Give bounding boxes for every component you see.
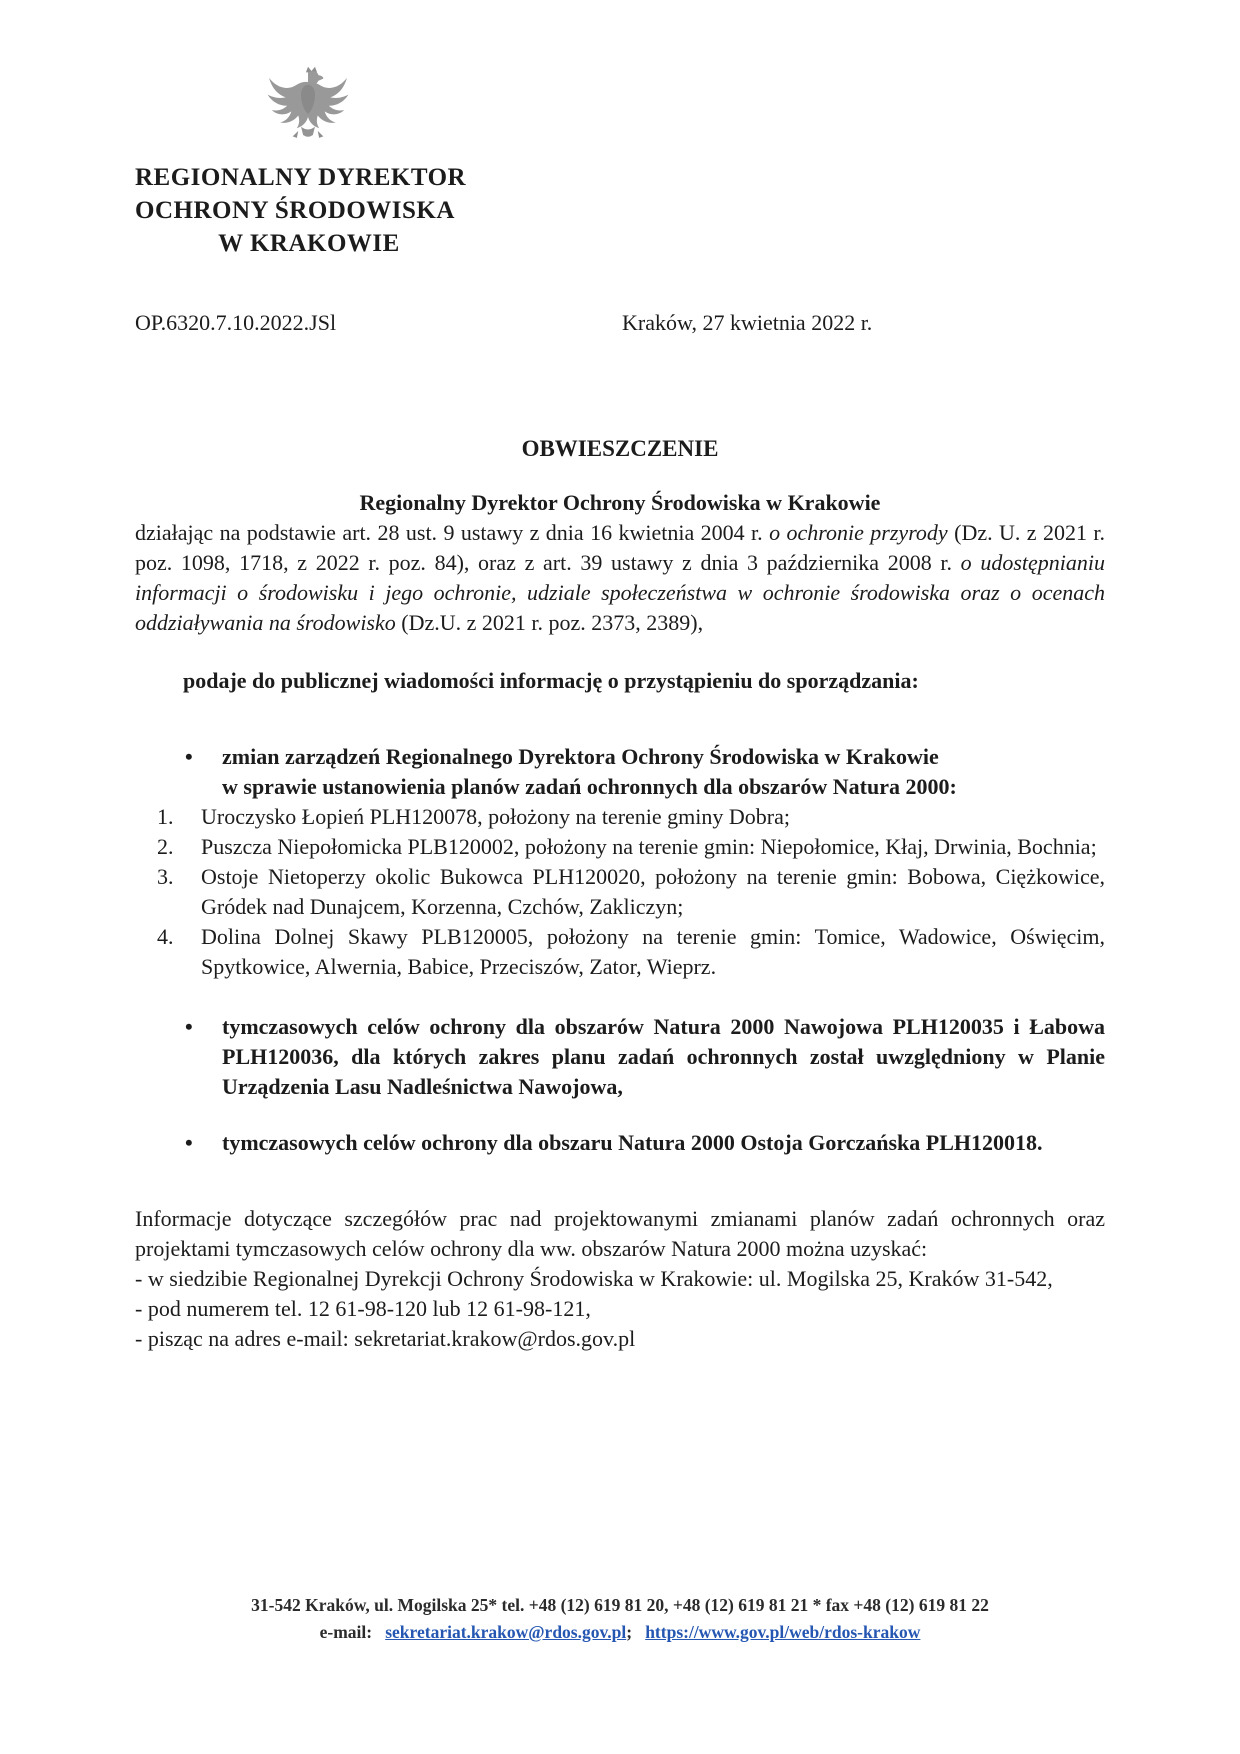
- letterhead-line2: OCHRONY ŚRODOWISKA: [135, 197, 455, 224]
- item-number: 2.: [157, 834, 174, 859]
- numbered-item-3: [135, 862, 1105, 922]
- bullet-marker: •: [185, 744, 193, 769]
- bullet-marker: •: [185, 1130, 193, 1155]
- place-and-date: Kraków, 27 kwietnia 2022 r.: [622, 310, 873, 335]
- document-title: OBWIESZCZENIE: [521, 436, 719, 461]
- page-footer: [0, 1592, 1240, 1646]
- reference-row: [135, 310, 1105, 336]
- bullet-item-temporary-goals-1: [135, 1012, 1105, 1102]
- information-paragraph: Informacje dotyczące szczegółów prac nad projektowanymi zmianami planów zadań ochronnych oraz projektami tymczasowych celów ochrony dla ww. obszarów Natura 2000 można uzyskać:: [135, 1206, 1105, 1261]
- legal-basis-italic2: o udostępnianiu informacji o środowisku i jego ochronie, udziale społeczeństwa w ochronie środowiska oraz o ocenach oddziaływania na środowisko: [135, 550, 1106, 635]
- contact-line-email: - pisząc na adres e-mail: sekretariat.krakow@rdos.gov.pl: [135, 1326, 636, 1351]
- numbered-item-2: [135, 832, 1105, 862]
- numbered-item-4: [135, 922, 1105, 982]
- item-text: Dolina Dolnej Skawy PLB120005, położony na terenie gmin: Tomice, Wadowice, Oświęcim, Spytkowice, Alwernia, Babice, Przeciszów, Zator, Wieprz.: [201, 924, 1105, 979]
- contact-line-phone: - pod numerem tel. 12 61-98-120 lub 12 61-98-121,: [135, 1296, 591, 1321]
- item-number: 4.: [157, 924, 174, 949]
- emblem-container: [135, 0, 480, 147]
- bullet-plans-line1: zmian zarządzeń Regionalnego Dyrektora Ochrony Środowiska w Krakowie: [222, 744, 939, 769]
- letterhead-line1: REGIONALNY DYREKTOR: [135, 164, 467, 191]
- footer-separator: ;: [626, 1622, 633, 1642]
- bullet-temporary-goals-2-text: tymczasowych celów ochrony dla obszaru Natura 2000 Ostoja Gorczańska PLH120018.: [222, 1130, 1043, 1155]
- footer-links-line: [0, 1619, 1240, 1646]
- legal-basis-paragraph: [135, 518, 1105, 638]
- letterhead: [135, 161, 483, 260]
- item-text: Ostoje Nietoperzy okolic Bukowca PLH120020, położony na terenie gmin: Bobowa, Ciężkowice, Gródek nad Dunajcem, Korzenna, Czchów, Zakliczyn;: [201, 864, 1105, 919]
- item-number: 3.: [157, 864, 174, 889]
- document-subtitle: Regionalny Dyrektor Ochrony Środowiska w Krakowie: [359, 490, 881, 515]
- announcement-lead: podaje do publicznej wiadomości informację o przystąpieniu do sporządzania:: [183, 668, 919, 693]
- bullet-temporary-goals-1-text: tymczasowych celów ochrony dla obszarów Natura 2000 Nawojowa PLH120035 i Łabowa PLH120036, dla których zakres planu zadań ochronnych został uwzględniony w Planie Urządzenia Lasu Nadleśnictwa Nawojowa,: [222, 1014, 1105, 1099]
- numbered-item-1: [135, 802, 1105, 832]
- polish-eagle-icon: [266, 129, 350, 146]
- bullet-plans-text: [222, 742, 1105, 802]
- bullet-item-temporary-goals-2: [135, 1128, 1105, 1158]
- bullet-plans-line2: w sprawie ustanowienia planów zadań ochronnych dla obszarów Natura 2000:: [222, 774, 957, 799]
- legal-basis-italic1: o ochronie przyrody: [769, 520, 948, 545]
- bullet-item-plans: [135, 742, 1105, 802]
- announcement-list: [135, 742, 1105, 1158]
- item-text: Puszcza Niepołomicka PLB120002, położony na terenie gmin: Niepołomice, Kłaj, Drwinia, Bochnia;: [201, 834, 1097, 859]
- reference-number: OP.6320.7.10.2022.JSl: [135, 310, 337, 335]
- footer-address-line: 31-542 Kraków, ul. Mogilska 25* tel. +48 (12) 619 81 20, +48 (12) 619 81 21 * fax +48 (12) 619 81 22: [251, 1595, 989, 1615]
- footer-email-link[interactable]: sekretariat.krakow@rdos.gov.pl: [385, 1622, 627, 1642]
- bullet-marker: •: [185, 1014, 193, 1039]
- legal-basis-part2: (Dz. U. z 2021 r. poz. 1098, 1718, z 2022 r. poz. 84), oraz z art. 39 ustawy z dnia 3 października 2008 r.: [135, 520, 1105, 575]
- footer-email-label: e-mail:: [319, 1622, 373, 1642]
- item-number: 1.: [157, 804, 174, 829]
- item-text: Uroczysko Łopień PLH120078, położony na terenie gminy Dobra;: [201, 804, 790, 829]
- letterhead-line3: W KRAKOWIE: [218, 230, 400, 257]
- legal-basis-part3: (Dz.U. z 2021 r. poz. 2373, 2389),: [395, 610, 704, 635]
- footer-website-link[interactable]: https://www.gov.pl/web/rdos-krakow: [645, 1622, 921, 1642]
- legal-basis-part1: działając na podstawie art. 28 ust. 9 ustawy z dnia 16 kwietnia 2004 r.: [135, 520, 770, 545]
- contact-line-address: - w siedzibie Regionalnej Dyrekcji Ochrony Środowiska w Krakowie: ul. Mogilska 25, Kraków 31-542,: [135, 1266, 1053, 1291]
